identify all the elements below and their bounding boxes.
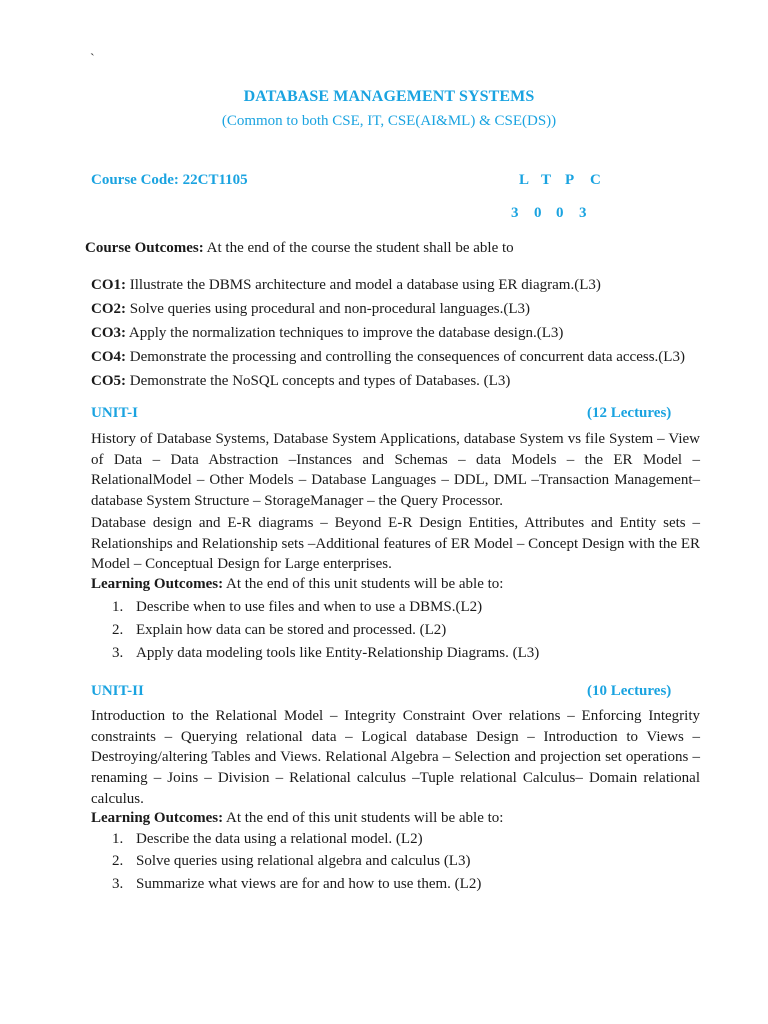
co-code: CO1: [91, 277, 126, 293]
co-text: Demonstrate the processing and controlling the consequences of concurrent data access.(L3) [126, 349, 685, 365]
co-code: CO5: [91, 373, 126, 389]
co-code: CO3: [91, 325, 126, 341]
unit-1-paragraph-1: History of Database Systems, Database System Applications, database System vs file System – View of Data – Data Abstraction –Instances and Schemas – data Models – the ER Model – RelationalModel – Other Models – Database Languages – DDL, DML –Transaction Management– database System Structure – StorageManager – the Query Processor. [91, 431, 700, 510]
list-item-number: 3. [112, 876, 124, 892]
course-outcomes-label: Course Outcomes: [85, 240, 204, 256]
course-outcome-item [91, 325, 563, 342]
ltpc-value-p: 0 [556, 205, 564, 221]
unit-1-paragraph-2: Database design and E-R diagrams – Beyond E-R Design Entities, Attributes and Entity sets – Relationships and Relationship sets –Additional features of ER Model – Concept Design with the ER Model – Conceptual Design for Large enterprises. [91, 515, 700, 573]
list-item: Describe the data using a relational model. (L2) [136, 831, 423, 847]
unit-2-lectures: (10 Lectures) [587, 683, 672, 699]
ltpc-label-l: L [519, 172, 530, 188]
course-outcome-item [91, 373, 510, 390]
co-text: Illustrate the DBMS architecture and model a database using ER diagram.(L3) [126, 277, 601, 293]
ltpc-label-c: C [590, 172, 601, 188]
list-item: Describe when to use files and when to use a DBMS.(L2) [136, 599, 483, 615]
unit-1-title: UNIT-I [91, 405, 138, 421]
learning-outcomes-intro: At the end of this unit students will be able to: [223, 810, 504, 826]
unit-1-lectures: (12 Lectures) [587, 405, 672, 421]
course-code: Course Code: 22CT1105 [91, 172, 248, 188]
co-text: Solve queries using procedural and non-procedural languages.(L3) [126, 301, 531, 317]
course-outcomes-intro [85, 240, 514, 257]
co-code: CO2: [91, 301, 126, 317]
course-outcome-item [91, 301, 530, 318]
list-item-number: 1. [112, 599, 124, 615]
ltpc-label-t: T [541, 172, 552, 188]
learning-outcomes-intro: At the end of this unit students will be able to: [223, 576, 504, 592]
ltpc-value-t: 0 [534, 205, 542, 221]
course-outcomes-intro-text: At the end of the course the student shall be able to [203, 240, 514, 256]
list-item: Apply data modeling tools like Entity-Relationship Diagrams. (L3) [136, 645, 540, 661]
unit-1-learning-outcomes [91, 576, 503, 593]
unit-2-title: UNIT-II [91, 683, 144, 699]
list-item-number: 2. [112, 622, 124, 638]
page-title: DATABASE MANAGEMENT SYSTEMS [243, 88, 535, 105]
page-subtitle: (Common to both CSE, IT, CSE(AI&ML) & CSE(DS)) [221, 113, 557, 129]
list-item-number: 2. [112, 853, 124, 869]
list-item: Explain how data can be stored and processed. (L2) [136, 622, 447, 638]
list-item: Summarize what views are for and how to use them. (L2) [136, 876, 482, 892]
learning-outcomes-label: Learning Outcomes: [91, 576, 224, 592]
learning-outcomes-label: Learning Outcomes: [91, 810, 224, 826]
list-item-number: 3. [112, 645, 124, 661]
ltpc-label-p: P [565, 172, 575, 188]
ltpc-value-c: 3 [579, 205, 587, 221]
co-text: Apply the normalization techniques to improve the database design.(L3) [126, 325, 564, 341]
stray-mark: ` [90, 52, 95, 67]
unit-2-learning-outcomes [91, 810, 503, 827]
course-outcome-item [91, 349, 685, 366]
ltpc-value-l: 3 [511, 205, 519, 221]
co-code: CO4: [91, 349, 126, 365]
list-item: Solve queries using relational algebra and calculus (L3) [136, 853, 471, 869]
co-text: Demonstrate the NoSQL concepts and types of Databases. (L3) [126, 373, 511, 389]
unit-2-paragraph-1: Introduction to the Relational Model – Integrity Constraint Over relations – Enforcing Integrity constraints – Querying relational data – Logical database Design – Introduction to Views – Destroying/altering Tables and Views. Relational Algebra – Selection and projection set operations – renaming – Joins – Division – Relational calculus –Tuple relational Calculus– Domain relational calculus. [91, 708, 700, 807]
course-outcome-item [91, 277, 601, 294]
list-item-number: 1. [112, 831, 124, 847]
